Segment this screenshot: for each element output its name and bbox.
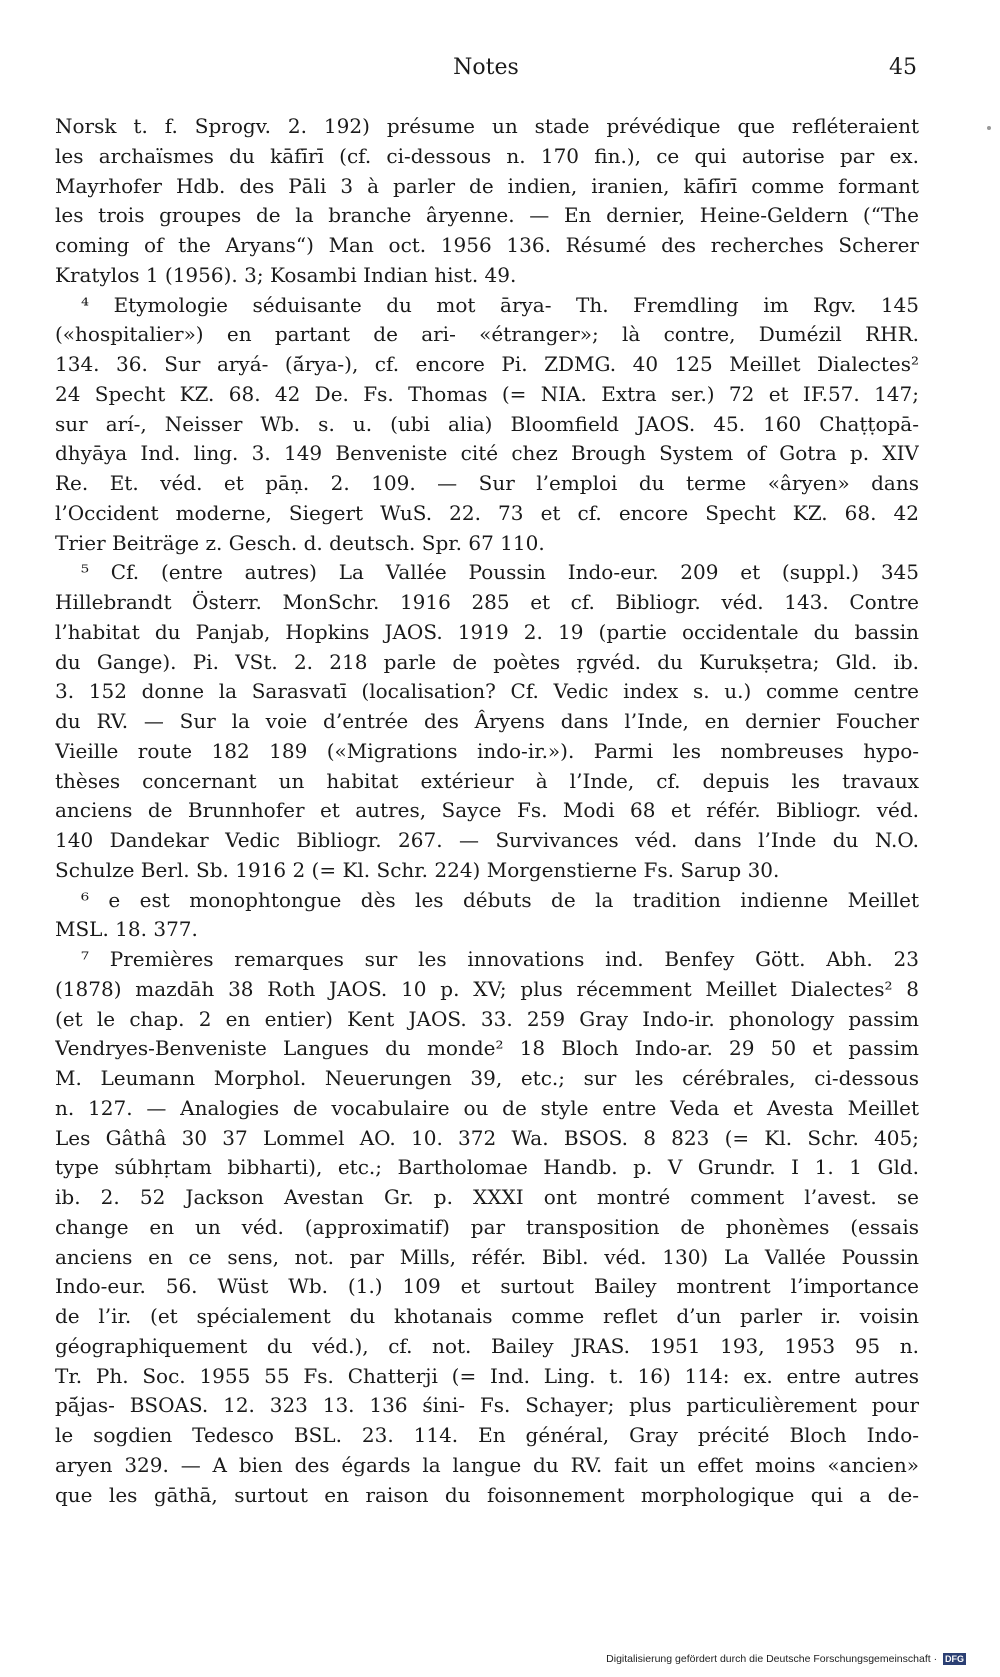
text-line: Les Gâthâ 30 37 Lommel AO. 10. 372 Wa. BSOS. 8 823 (= Kl. Schr. 405;: [55, 1125, 919, 1150]
text-line: 140 Dandekar Vedic Bibliogr. 267. — Survivances véd. dans l’Inde du N.O.: [55, 828, 919, 852]
text-line: anciens de Brunnhofer et autres, Sayce Fs. Modi 68 et référ. Bibliogr. véd.: [55, 798, 919, 823]
text-line: change en un véd. (approximatif) par transposition de phonèmes (essais: [55, 1214, 919, 1239]
text-line: Re. Et. véd. et pāṇ. 2. 109. — Sur l’emploi du terme «âryen» dans: [55, 471, 919, 495]
text-line: aryen 329. — A bien des égards la langue du RV. fait un effet moins «ancien»: [55, 1452, 919, 1477]
text-line: géographiquement du véd.), cf. not. Bailey JRAS. 1951 193, 1953 95 n.: [55, 1333, 919, 1358]
text-line: du Gange). Pi. VSt. 2. 218 parle de poètes ṛgvéd. du Kurukṣetra; Gld. ib.: [55, 649, 919, 674]
text-line: Vendryes-Benveniste Langues du monde² 18 Bloch Indo-ar. 29 50 et passim: [55, 1036, 919, 1061]
text-line: 3. 152 donne la Sarasvatī (localisation? Cf. Vedic index s. u.) comme centre: [55, 679, 919, 704]
text-line: («hospitalier») en partant de ari- «étranger»; là contre, Dumézil RHR.: [55, 322, 919, 347]
text-line: Vieille route 182 189 («Migrations indo-ir.»). Parmi les nombreuses hypo-: [55, 738, 919, 763]
footnote-6-start: ⁶ e est monophtongue dès les débuts de la tradition indienne Meillet: [81, 887, 919, 912]
notes-body: [55, 112, 919, 1510]
text-line: M. Leumann Morphol. Neuerungen 39, etc.; sur les cérébrales, ci-dessous: [55, 1066, 919, 1090]
text-line: thèses concernant un habitat extérieur à l’Inde, cf. depuis les travaux: [55, 768, 919, 793]
running-header-title: Notes: [453, 55, 519, 80]
text-line: Indo-eur. 56. Wüst Wb. (1.) 109 et surtout Bailey montrent l’importance: [55, 1274, 919, 1299]
text-line: Mayrhofer Hdb. des Pāli 3 à parler de indien, iranien, kāfīrī comme formant: [55, 173, 919, 198]
text-line: Schulze Berl. Sb. 1916 2 (= Kl. Schr. 224) Morgenstierne Fs. Sarup 30.: [55, 857, 780, 882]
text-line: (et le chap. 2 en entier) Kent JAOS. 33. 259 Gray Indo-ir. phonology passim: [55, 1006, 919, 1031]
text-line: Hillebrandt Österr. MonSchr. 1916 285 et cf. Bibliogr. véd. 143. Contre: [55, 590, 919, 614]
footnote-5-start: ⁵ Cf. (entre autres) La Vallée Poussin Indo-eur. 209 et (suppl.) 345: [81, 560, 919, 585]
text-line: les trois groupes de la branche âryenne. — En dernier, Heine-Geldern (“The: [55, 203, 919, 228]
text-line: MSL. 18. 377.: [55, 917, 198, 942]
credit-text: Digitalisierung gefördert durch die Deutsche Forschungsgemeinschaft ·: [606, 1653, 938, 1665]
text-line: pā́jas- BSOAS. 12. 323 13. 136 śini- Fs. Schayer; plus particulièrement pour: [55, 1393, 919, 1418]
text-line: de l’ir. (et spécialement du khotanais comme reflet d’un parler ir. voisin: [55, 1304, 919, 1328]
text-line: Kratylos 1 (1956). 3; Kosambi Indian hist. 49.: [55, 262, 517, 287]
text-line: les archaïsmes du kāfīrī (cf. ci-dessous n. 170 fin.), ce qui autorise par ex.: [55, 143, 919, 168]
text-line: 24 Specht KZ. 68. 42 De. Fs. Thomas (= NIA. Extra ser.) 72 et IF.57. 147;: [55, 381, 919, 406]
page-header: [55, 52, 917, 88]
text-line: Trier Beiträge z. Gesch. d. deutsch. Spr. 67 110.: [55, 530, 545, 555]
text-line: l’Occident moderne, Siegert WuS. 22. 73 et cf. encore Specht KZ. 68. 42: [55, 500, 919, 525]
text-line: Norsk t. f. Sprogv. 2. 192) présume un stade prévédique que refléteraient: [55, 114, 919, 138]
text-line: ib. 2. 52 Jackson Avestan Gr. p. XXXI ont montré comment l’avest. se: [55, 1185, 919, 1209]
footnote-4-start: ⁴ Etymologie séduisante du mot ārya- Th. Fremdling im Rgv. 145: [81, 292, 919, 317]
text-line: n. 127. — Analogies de vocabulaire ou de style entre Veda et Avesta Meillet: [55, 1095, 919, 1120]
dfg-logo: DFG: [945, 1654, 964, 1665]
scan-speck: [987, 126, 991, 130]
text-line: type súbhṛtam bibharti), etc.; Bartholomae Handb. p. V Grundr. I 1. 1 Gld.: [55, 1155, 919, 1180]
text-line: que les gāthā, surtout en raison du foisonnement morphologique qui a de-: [55, 1482, 919, 1507]
text-line: anciens en ce sens, not. par Mills, référ. Bibl. véd. 130) La Vallée Poussin: [55, 1244, 919, 1269]
text-line: Tr. Ph. Soc. 1955 55 Fs. Chatterji (= Ind. Ling. t. 16) 114: ex. entre autres: [55, 1363, 919, 1388]
text-line: du RV. — Sur la voie d’entrée des Âryens dans l’Inde, en dernier Foucher: [55, 709, 919, 733]
text-line: coming of the Aryans“) Man oct. 1956 136. Résumé des recherches Scherer: [55, 233, 919, 257]
page-number: 45: [889, 55, 917, 80]
text-line: (1878) mazdāh 38 Roth JAOS. 10 p. XV; plus récemment Meillet Dialectes² 8: [55, 976, 919, 1001]
text-line: l’habitat du Panjab, Hopkins JAOS. 1919 2. 19 (partie occidentale du bassin: [55, 619, 919, 644]
text-line: dhyāya Ind. ling. 3. 149 Benveniste cité chez Brough System of Gotra p. XIV: [55, 441, 919, 466]
footnote-7-start: ⁷ Premières remarques sur les innovations ind. Benfey Gött. Abh. 23: [81, 947, 919, 971]
text-line: 134. 36. Sur aryá- (ā́rya-), cf. encore Pi. ZDMG. 40 125 Meillet Dialectes²: [55, 352, 919, 376]
text-line: sur arí-, Neisser Wb. s. u. (ubi alia) Bloomfield JAOS. 45. 160 Chaṭṭopā-: [55, 411, 919, 436]
digitization-credit: [606, 1653, 966, 1665]
text-line: le sogdien Tedesco BSL. 23. 114. En général, Gray précité Bloch Indo-: [55, 1423, 919, 1447]
